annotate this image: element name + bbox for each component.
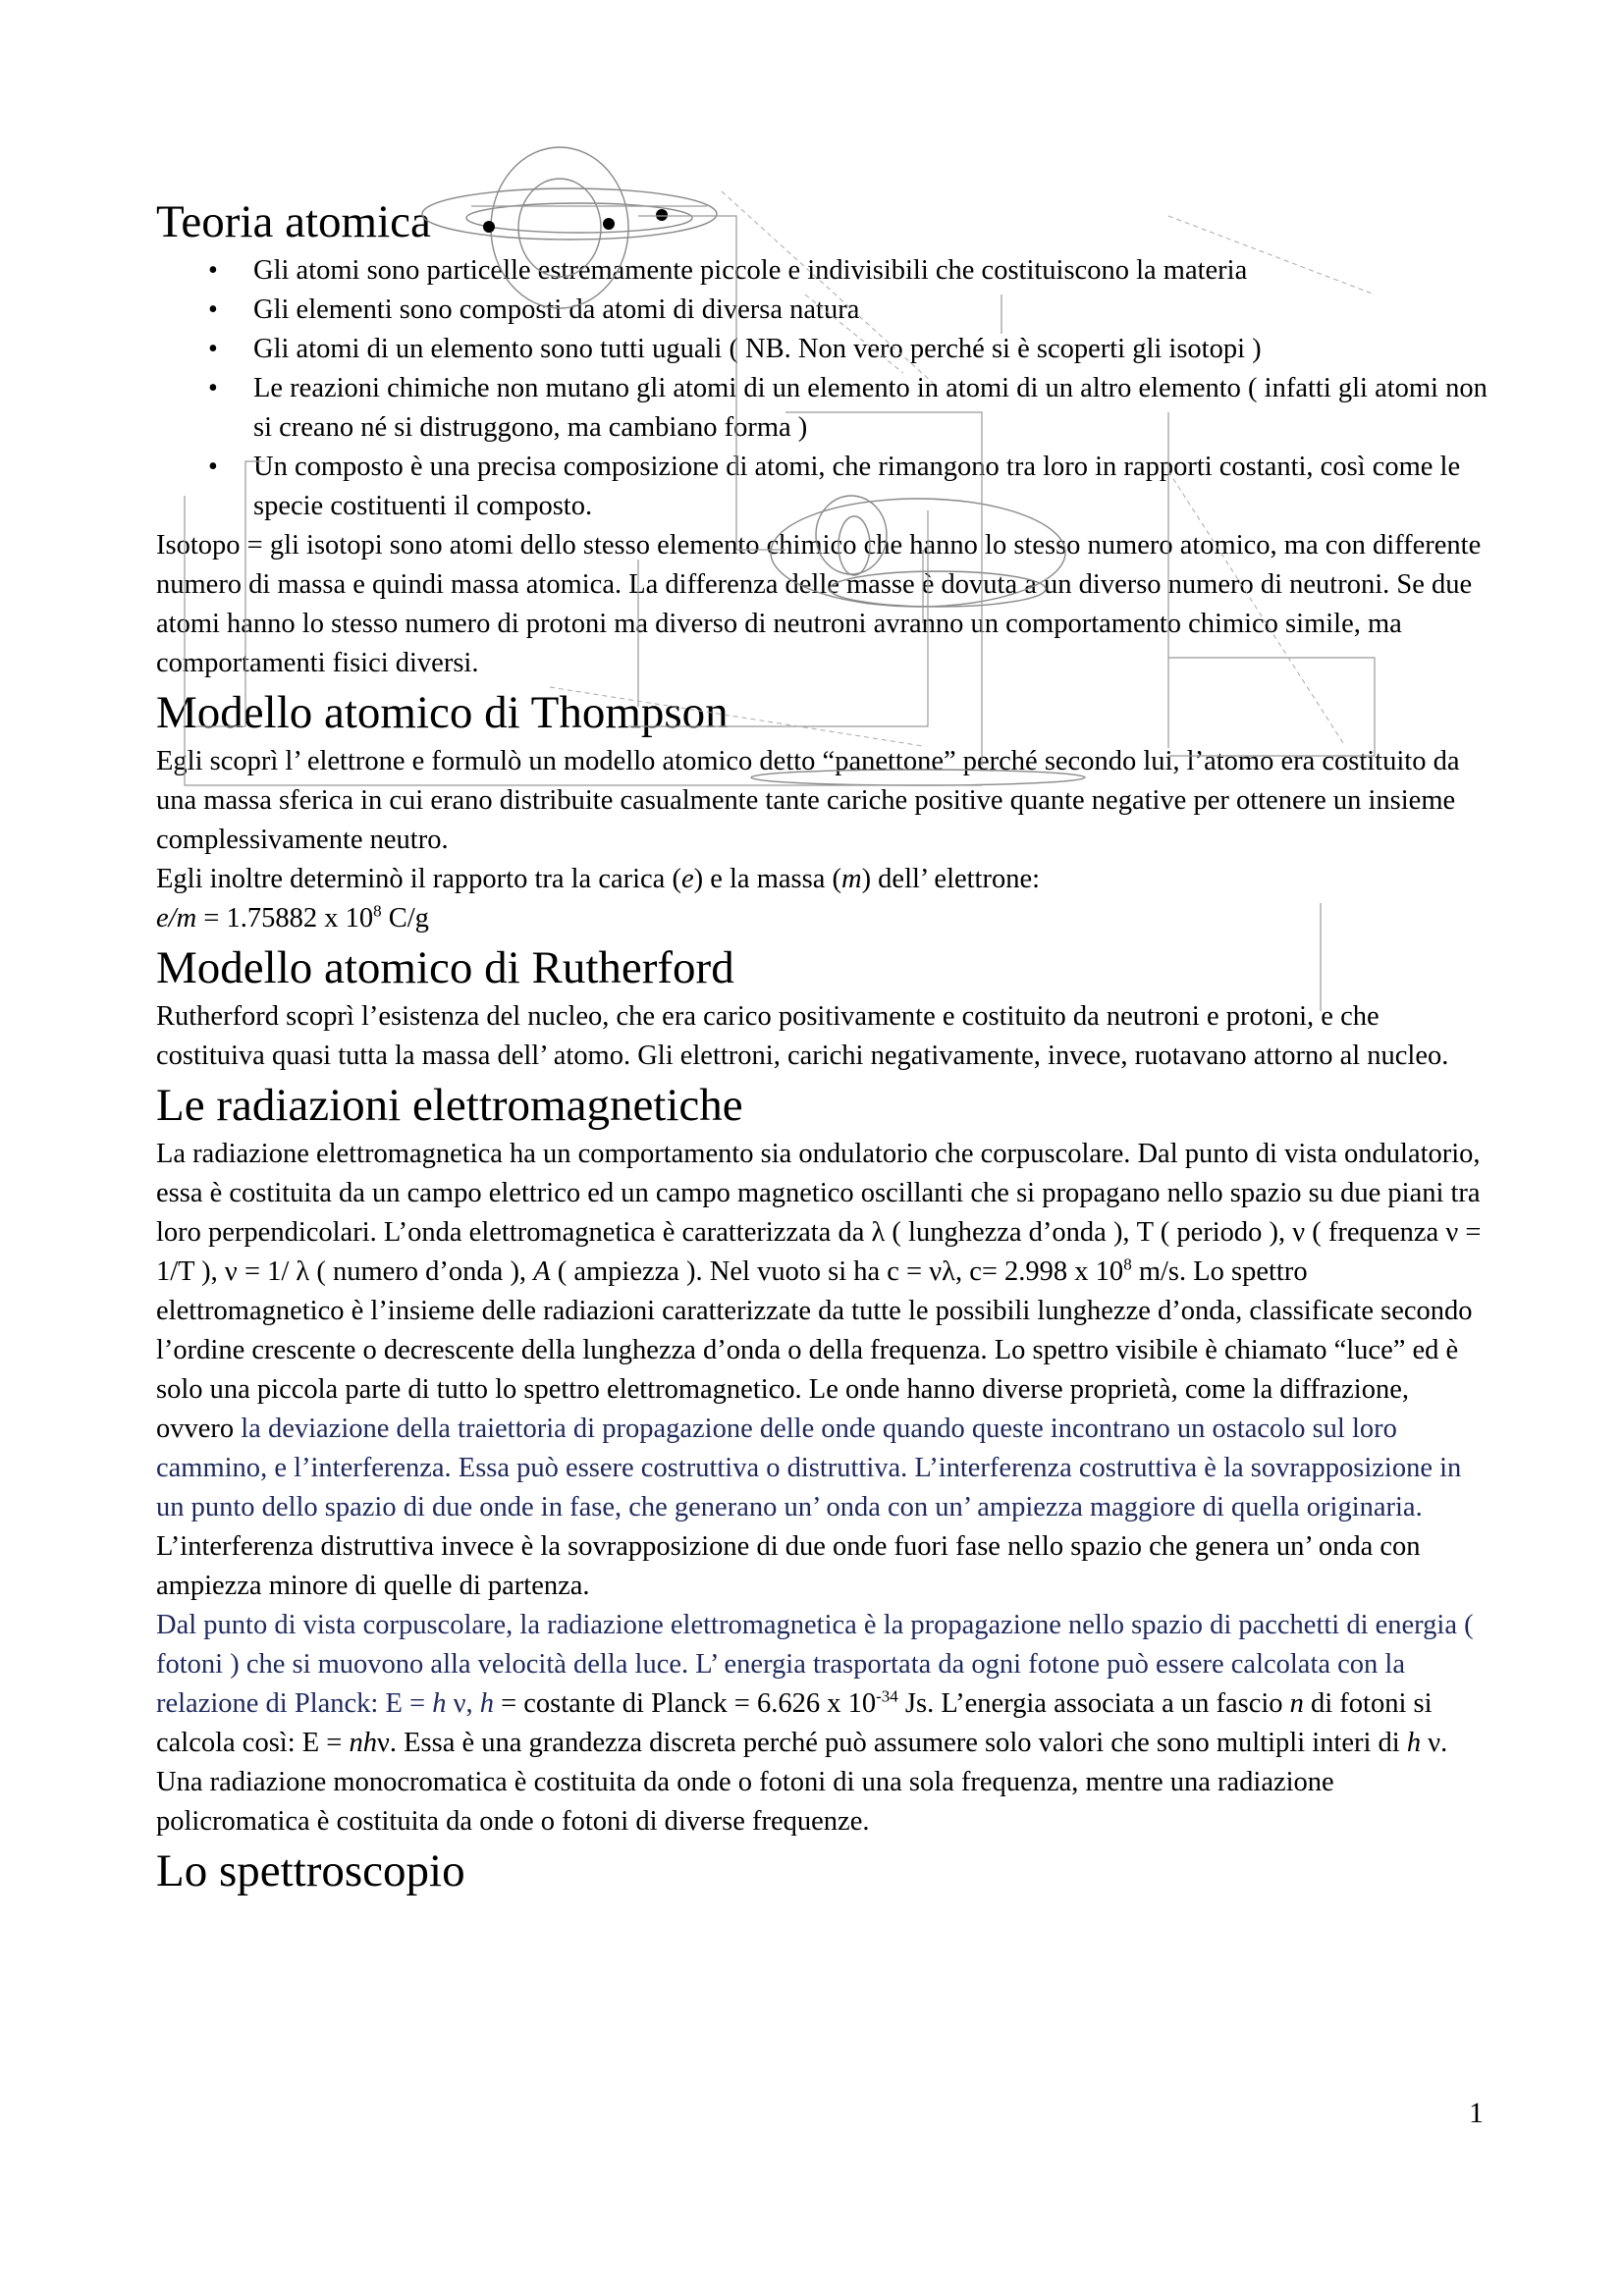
bullet-item: • Gli atomi di un elemento sono tutti uguali ( NB. Non vero perché si è scoperti gli isotopi ): [253, 330, 1491, 369]
radiazioni-paragraph-4: Una radiazione monocromatica è costituita da onde o fotoni di una sola frequenza, mentre una radiazione policromatica è costituita da onde o fotoni di diverse frequenze.: [156, 1767, 1334, 1837]
rutherford-paragraph: Rutherford scoprì l’esistenza del nucleo, che era carico positivamente e costituito da neutroni e protoni, e che costituiva quasi tutta la massa dell’ atomo. Gli elettroni, carichi negativamente, invece, ruotavano attorno al nucleo.: [156, 1001, 1449, 1071]
page-content: [156, 192, 1491, 1900]
thompson-ratio-intro: Egli inoltre determinò il rapporto tra la carica (e) e la massa (m) dell’ elettrone:: [156, 864, 1041, 894]
heading-thompson: Modello atomico di Thompson: [156, 687, 729, 738]
bullet-item: • Un composto è una precisa composizione di atomi, che rimangono tra loro in rapporti costanti, così come le specie costituenti il composto.: [253, 448, 1491, 526]
heading-spettroscopio: Lo spettroscopio: [156, 1845, 465, 1896]
heading-teoria-atomica: Teoria atomica: [156, 196, 431, 247]
radiazioni-paragraph-2: L’interferenza distruttiva invece è la sovrapposizione di due onde fuori fase nello spazio che genera un’ onda con ampiezza minore di quelle di partenza.: [156, 1531, 1421, 1601]
bullet-item: • Gli elementi sono composti da atomi di diversa natura: [253, 291, 1491, 330]
bullet-item: • Le reazioni chimiche non mutano gli atomi di un elemento in atomi di un altro elemento ( infatti gli atomi non si creano né si distruggono, ma cambiano forma ): [253, 369, 1491, 448]
heading-radiazioni: Le radiazioni elettromagnetiche: [156, 1080, 743, 1131]
bullet-item: • Gli atomi sono particelle estremamente piccole e indivisibili che costituiscono la materia: [253, 251, 1491, 291]
charge-mass-ratio: e/m = 1.75882 x $10^8$ C/g: [156, 901, 429, 934]
radiazioni-paragraph-3: Dal punto di vista corpuscolare, la radiazione elettromagnetica è la propagazione nello spazio di pacchetti di energia ( fotoni ) che si muovono alla velocità della luce. L’ energia trasportata da ogni fotone può essere calcolata con la relazione di Planck: E = h ν, h = costante di Planck = 6.626 x $10^{-34}$ Js. L’energia associata a un fascio n di fotoni si calcola così: E = nhν. Essa è una grandezza discreta perché può assumere solo valori che sono multipli interi di h ν.: [156, 1610, 1474, 1758]
thompson-paragraph: Egli scoprì l’ elettrone e formulò un modello atomico detto “panettone” perché secondo lui, l’atomo era costituito da una massa sferica in cui erano distribuite casualmente tante cariche positive quante negative per ottenere un insieme complessivamente neutro.: [156, 746, 1460, 855]
isotopo-paragraph: Isotopo = gli isotopi sono atomi dello stesso elemento chimico che hanno lo stesso numero atomico, ma con differente numero di massa e quindi massa atomica. La differenza delle masse è dovuta a un diverso numero di neutroni. Se due atomi hanno lo stesso numero di protoni ma diverso di neutroni avranno un comportamento chimico simile, ma comportamenti fisici diversi.: [156, 530, 1482, 678]
page-number: 1: [1469, 2097, 1484, 2129]
radiazioni-paragraph-1: La radiazione elettromagnetica ha un comportamento sia ondulatorio che corpuscolare. Dal punto di vista ondulatorio, essa è costituita da un campo elettrico ed un campo magnetico oscillanti che si propagano nello spazio su due piani tra loro perpendicolari. L’onda elettromagnetica è caratterizzata da λ ( lunghezza d’onda ), T ( periodo ), ν ( frequenza ν = 1/T ), ν = 1/ λ ( numero d’onda ), A ( ampiezza ). Nel vuoto si ha c = νλ, c= 2.998 x $10^8$ m/s. Lo spettro elettromagnetico è l’insieme delle radiazioni caratterizzate da tutte le possibili lunghezze d’onda, classificate secondo l’ordine crescente o decrescente della lunghezza d’onda o della frequenza. Lo spettro visibile è chiamato “luce” ed è solo una piccola parte di tutto lo spettro elettromagnetico. Le onde hanno diverse proprietà, come la diffrazione, ovvero la deviazione della traiettoria di propagazione delle onde quando queste incontrano un ostacolo sul loro cammino, e l’interferenza. Essa può essere costruttiva o distruttiva. L’interferenza costruttiva è la sovrapposizione in un punto dello spazio di due onde in fase, che generano un’ onda con un’ ampiezza maggiore di quella originaria.: [156, 1139, 1482, 1522]
heading-rutherford: Modello atomico di Rutherford: [156, 942, 734, 993]
teoria-bullet-list: [156, 251, 1491, 526]
